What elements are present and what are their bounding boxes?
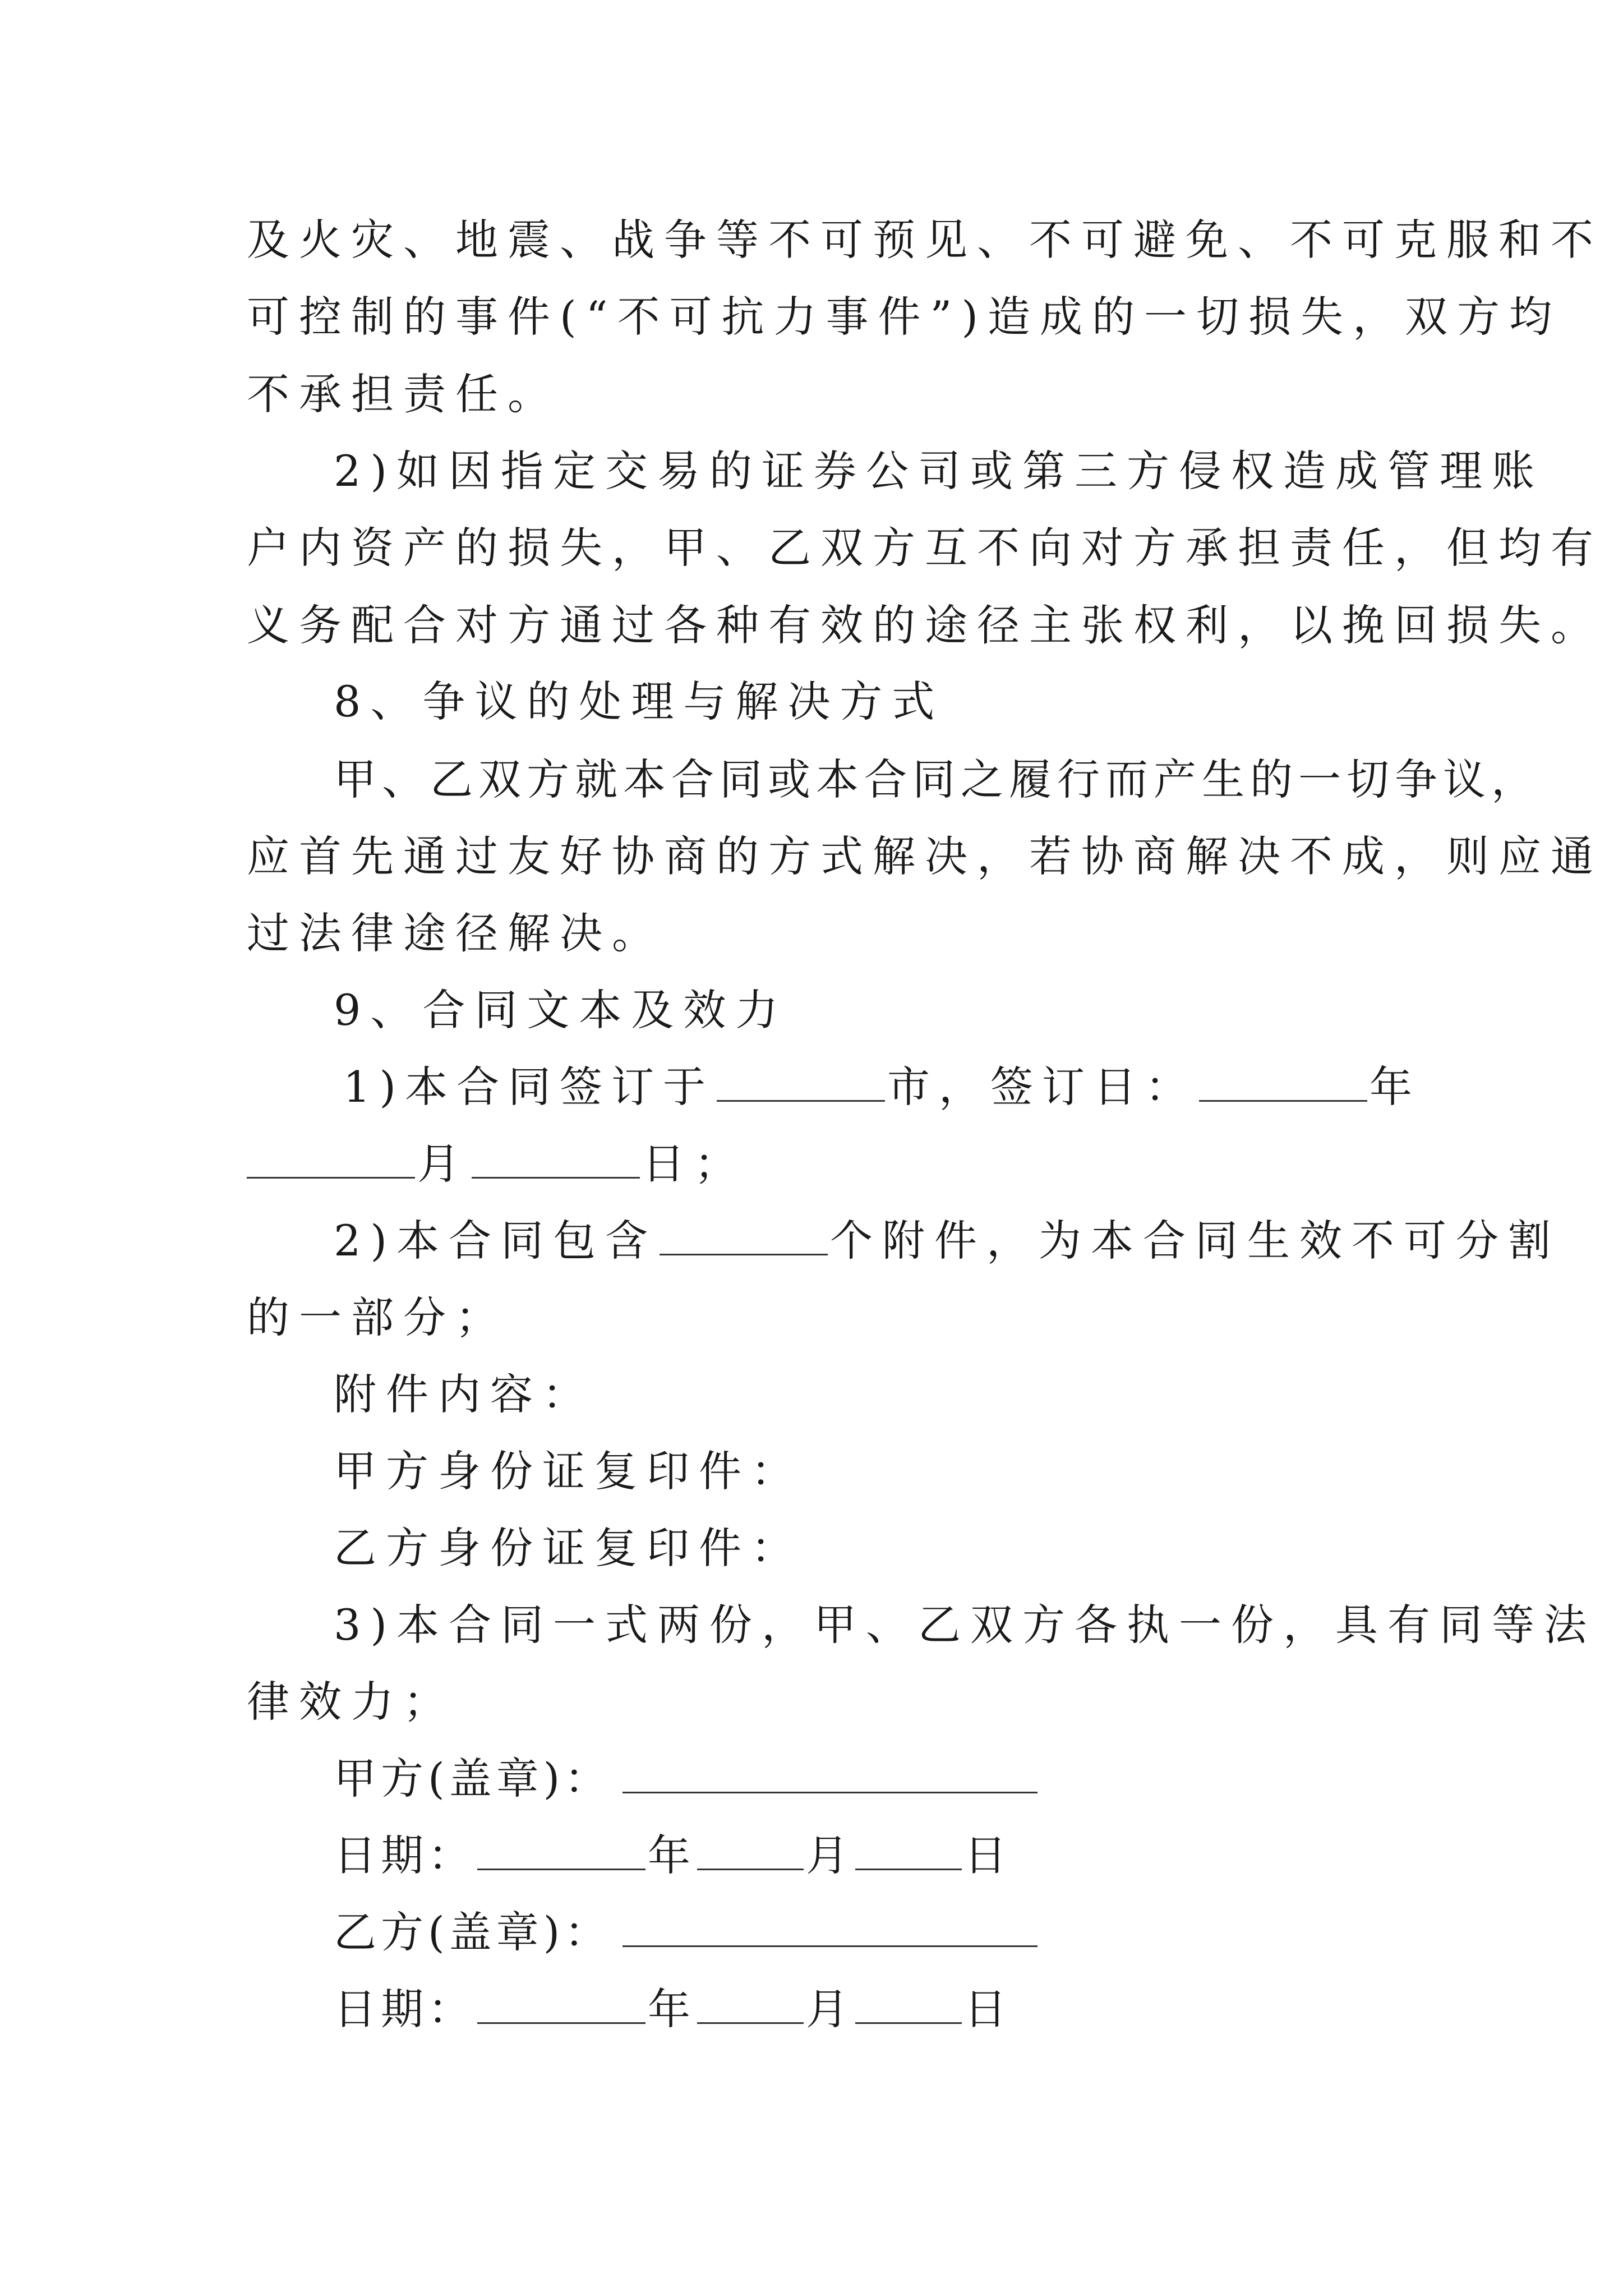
party-a-month-blank[interactable] bbox=[697, 1832, 804, 1870]
attachments-line bbox=[334, 1214, 1560, 1268]
attachments-suffix: 个附件，为本合同生效不可分割 bbox=[830, 1216, 1561, 1266]
party-b-seal-label: 乙方(盖章)： bbox=[334, 1907, 612, 1957]
paragraph-line: 3)本合同一式两份，甲、乙双方各执一份，具有同等法 bbox=[334, 1600, 1597, 1650]
paragraph-line: 义务配合对方通过各种有效的途径主张权利，以挽回损失。 bbox=[247, 600, 1603, 650]
party-a-seal-line bbox=[334, 1752, 1040, 1806]
paragraph-line: 的一部分； bbox=[247, 1292, 508, 1342]
paragraph-line: 甲、乙双方就本合同或本合同之履行而产生的一切争议， bbox=[334, 754, 1539, 804]
sign-place-line bbox=[343, 1060, 1421, 1114]
party-a-seal-blank[interactable] bbox=[623, 1755, 1038, 1793]
party-a-seal-label: 甲方(盖章)： bbox=[334, 1754, 612, 1803]
party-b-date-line bbox=[334, 1982, 1011, 2036]
party-a-day-blank[interactable] bbox=[855, 1832, 962, 1870]
year-label: 年 bbox=[648, 1984, 695, 2034]
party-b-year-blank[interactable] bbox=[477, 1985, 645, 2024]
year-label: 年 bbox=[648, 1830, 695, 1880]
section-heading: 9、合同文本及效力 bbox=[334, 985, 788, 1035]
month-label: 月 bbox=[806, 1984, 853, 2034]
sign-year-label: 年 bbox=[1370, 1062, 1422, 1112]
sign-day-label: 日； bbox=[642, 1139, 746, 1189]
sign-day-blank[interactable] bbox=[472, 1140, 640, 1179]
party-a-year-blank[interactable] bbox=[477, 1832, 645, 1870]
date-label: 日期： bbox=[334, 1830, 475, 1880]
party-a-id-label: 甲方身份证复印件： bbox=[334, 1446, 803, 1496]
paragraph-line: 2)如因指定交易的证券公司或第三方侵权造成管理账 bbox=[334, 446, 1544, 496]
sign-place-prefix: 1)本合同签订于 bbox=[343, 1062, 715, 1112]
paragraph-line: 应首先通过友好协商的方式解决，若协商解决不成，则应通 bbox=[247, 831, 1603, 881]
party-b-day-blank[interactable] bbox=[855, 1985, 962, 2024]
attachments-content-label: 附件内容： bbox=[334, 1369, 594, 1419]
sign-month-label: 月 bbox=[417, 1139, 469, 1189]
attachments-count-blank[interactable] bbox=[660, 1217, 828, 1255]
party-b-seal-line bbox=[334, 1906, 1040, 1959]
party-b-id-label: 乙方身份证复印件： bbox=[334, 1523, 803, 1573]
day-label: 日 bbox=[964, 1984, 1011, 2034]
sign-place-mid: 市，签订日： bbox=[887, 1062, 1197, 1112]
paragraph-line: 户内资产的损失，甲、乙双方互不向对方承担责任，但均有 bbox=[247, 523, 1603, 573]
attachments-prefix: 2)本合同包含 bbox=[334, 1216, 658, 1266]
party-b-month-blank[interactable] bbox=[697, 1985, 804, 2024]
date-label: 日期： bbox=[334, 1984, 475, 2034]
section-heading: 8、争议的处理与解决方式 bbox=[334, 677, 944, 726]
city-blank[interactable] bbox=[717, 1063, 885, 1102]
sign-year-blank[interactable] bbox=[1199, 1063, 1367, 1102]
sign-date-line bbox=[247, 1137, 746, 1191]
day-label: 日 bbox=[964, 1830, 1011, 1880]
sign-month-blank[interactable] bbox=[247, 1140, 415, 1179]
paragraph-line: 及火灾、地震、战争等不可预见、不可避免、不可克服和不 bbox=[247, 215, 1603, 265]
party-a-date-line bbox=[334, 1829, 1011, 1883]
party-b-seal-blank[interactable] bbox=[623, 1908, 1038, 1947]
paragraph-line: 可控制的事件(“不可抗力事件”)造成的一切损失，双方均 bbox=[247, 292, 1562, 342]
month-label: 月 bbox=[806, 1830, 853, 1880]
paragraph-line: 不承担责任。 bbox=[247, 369, 560, 419]
paragraph-line: 律效力； bbox=[247, 1677, 455, 1727]
paragraph-line: 过法律途径解决。 bbox=[247, 908, 664, 958]
